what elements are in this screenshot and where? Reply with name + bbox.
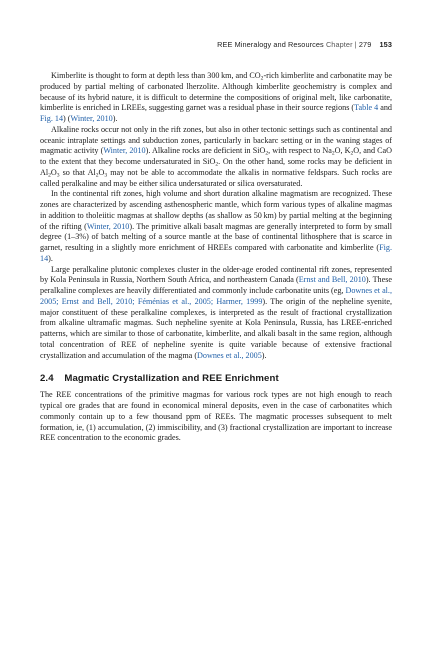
paragraph: The REE concentrations of the primitive magmas for various rock types are not high enough to reach typical ore grades that are found in economical mineral deposits, even in the case of carbonatites which commonly contain up to a few thousand ppm of REEs. The magmatic processes subsequent to melt formation, ie, (1) accumulation, (2) immiscibility, and (3) fractional crystallization are important to increase REE concentration to the economic grades.	[40, 390, 392, 443]
citation-link[interactable]: Winter, 2010	[86, 221, 130, 231]
citation-link[interactable]: Winter, 2010	[103, 146, 146, 156]
citation-link[interactable]: Table 4	[354, 103, 379, 113]
subscript: 3	[104, 172, 108, 179]
section-number: 2.4	[40, 373, 54, 385]
citation-link[interactable]: Fig. 14	[40, 114, 64, 123]
running-head-chapter: Chapter	[325, 40, 353, 49]
citation-link[interactable]: Winter, 2010	[70, 114, 113, 123]
subscript: 2	[350, 150, 354, 157]
paragraph: Kimberlite is thought to form at depth less than 300 km, and $CO_2$-rich kimberlite and carbonatite may be produced by partial melting of carbonated lherzolite. Although kimberlite geochemistry is complex and because of its hybrid nature, it is difficult to determine the compositions of original melt, like carbonatite, kimberlite is enriched in LREEs, suggesting garnet was a residual phase in their source regions (Table 4 and Fig. 14) (Winter, 2010).	[40, 71, 392, 123]
running-head	[217, 40, 392, 49]
citation-link[interactable]: Downes et al., 2005	[197, 350, 262, 360]
running-head-separator: |	[354, 40, 357, 49]
subscript: 2	[260, 75, 264, 82]
page-number: 153	[379, 40, 392, 49]
running-head-chapter-page: 279	[358, 40, 372, 49]
paragraph: In the continental rift zones, high volume and short duration alkaline magmatism are recognized. These zones are characterized by ascending asthenospheric mantle, which form various types of alkaline magmas in addition to tholeiitic magmas at shallow depths (as shallow as 50 km) by partial melting at the beginning of the rifting (Winter, 2010). The primitive alkali basalt magmas are generally interpreted to form by small degree (1–3%) of batch melting of a source mantle at the base of continental lithosphere that is scarce in garnet, resulting in a slightly more enrichment of HREEs compared with carbonatite and kimberlite (Fig. 14).	[40, 189, 393, 263]
subscript: 2	[48, 172, 51, 179]
paragraph: Large peralkaline plutonic complexes cluster in the older-age eroded continental rift zones, represented by Kola Peninsula in Russia, Northern South Africa, and northeastern Canada (Ernst and Bell, 2010). These peralkaline complexes are heavily differentiated and commonly include carbonatite units (eg, Downes et al., 2005; Ernst and Bell, 2010; Féménias et al., 2005; Harmer, 1999). The origin of the nepheline syenite, major constituent of these peralkaline complexes, is interpreted as the result of fractional crystallization from alkaline ultramafic magmas. Such nepheline syenite at Kola Peninsula, Russia, has LREE-enriched patterns, which are similar to those of carbonatite, kimberlite, and alkali basalt in the same region, although total concentration of REE of nepheline syenite is quite variable because of extensive fractional crystallization and accumulation of the magma (Downes et al., 2005).	[40, 264, 392, 360]
subscript: 2	[215, 161, 219, 168]
section-heading	[40, 373, 392, 384]
running-head-title: REE Mineralogy and Resources	[217, 40, 324, 49]
subscript: 2	[95, 172, 99, 179]
paragraph: Alkaline rocks occur not only in the rift zones, but also in other tectonic settings such as continental and oceanic intraplate settings and subduction zones, particularly in backarc setting or in the waning stages of magmatic activity (Winter, 2010). Alkaline rocks are deficient in SiO$_2$, with respect to $Na_2O$, $K_2O$, and CaO to the extent that they become undersaturated in SiO$_2$. On the other hand, some rocks may be deficient in $Al_2O_3$ so that $Al_2O_3$ may not be able to accommodate the alkalis in normative feldspars. Such rocks are called peralkaline and may be either silica undersaturated or silica oversaturated.	[40, 124, 393, 188]
section-title: Magmatic Crystallization and REE Enrichment	[64, 373, 279, 385]
body-text	[40, 71, 392, 444]
citation-link[interactable]: Fig. 14	[40, 243, 392, 263]
subscript: 2	[331, 150, 335, 157]
citation-link[interactable]: Downes et al., 2005; Ernst and Bell, 2010; Féménias et al., 2005; Harmer, 1999	[40, 286, 392, 306]
subscript: 2	[265, 150, 269, 157]
citation-link[interactable]: Ernst and Bell, 2010	[298, 275, 366, 285]
subscript: 3	[56, 172, 60, 179]
